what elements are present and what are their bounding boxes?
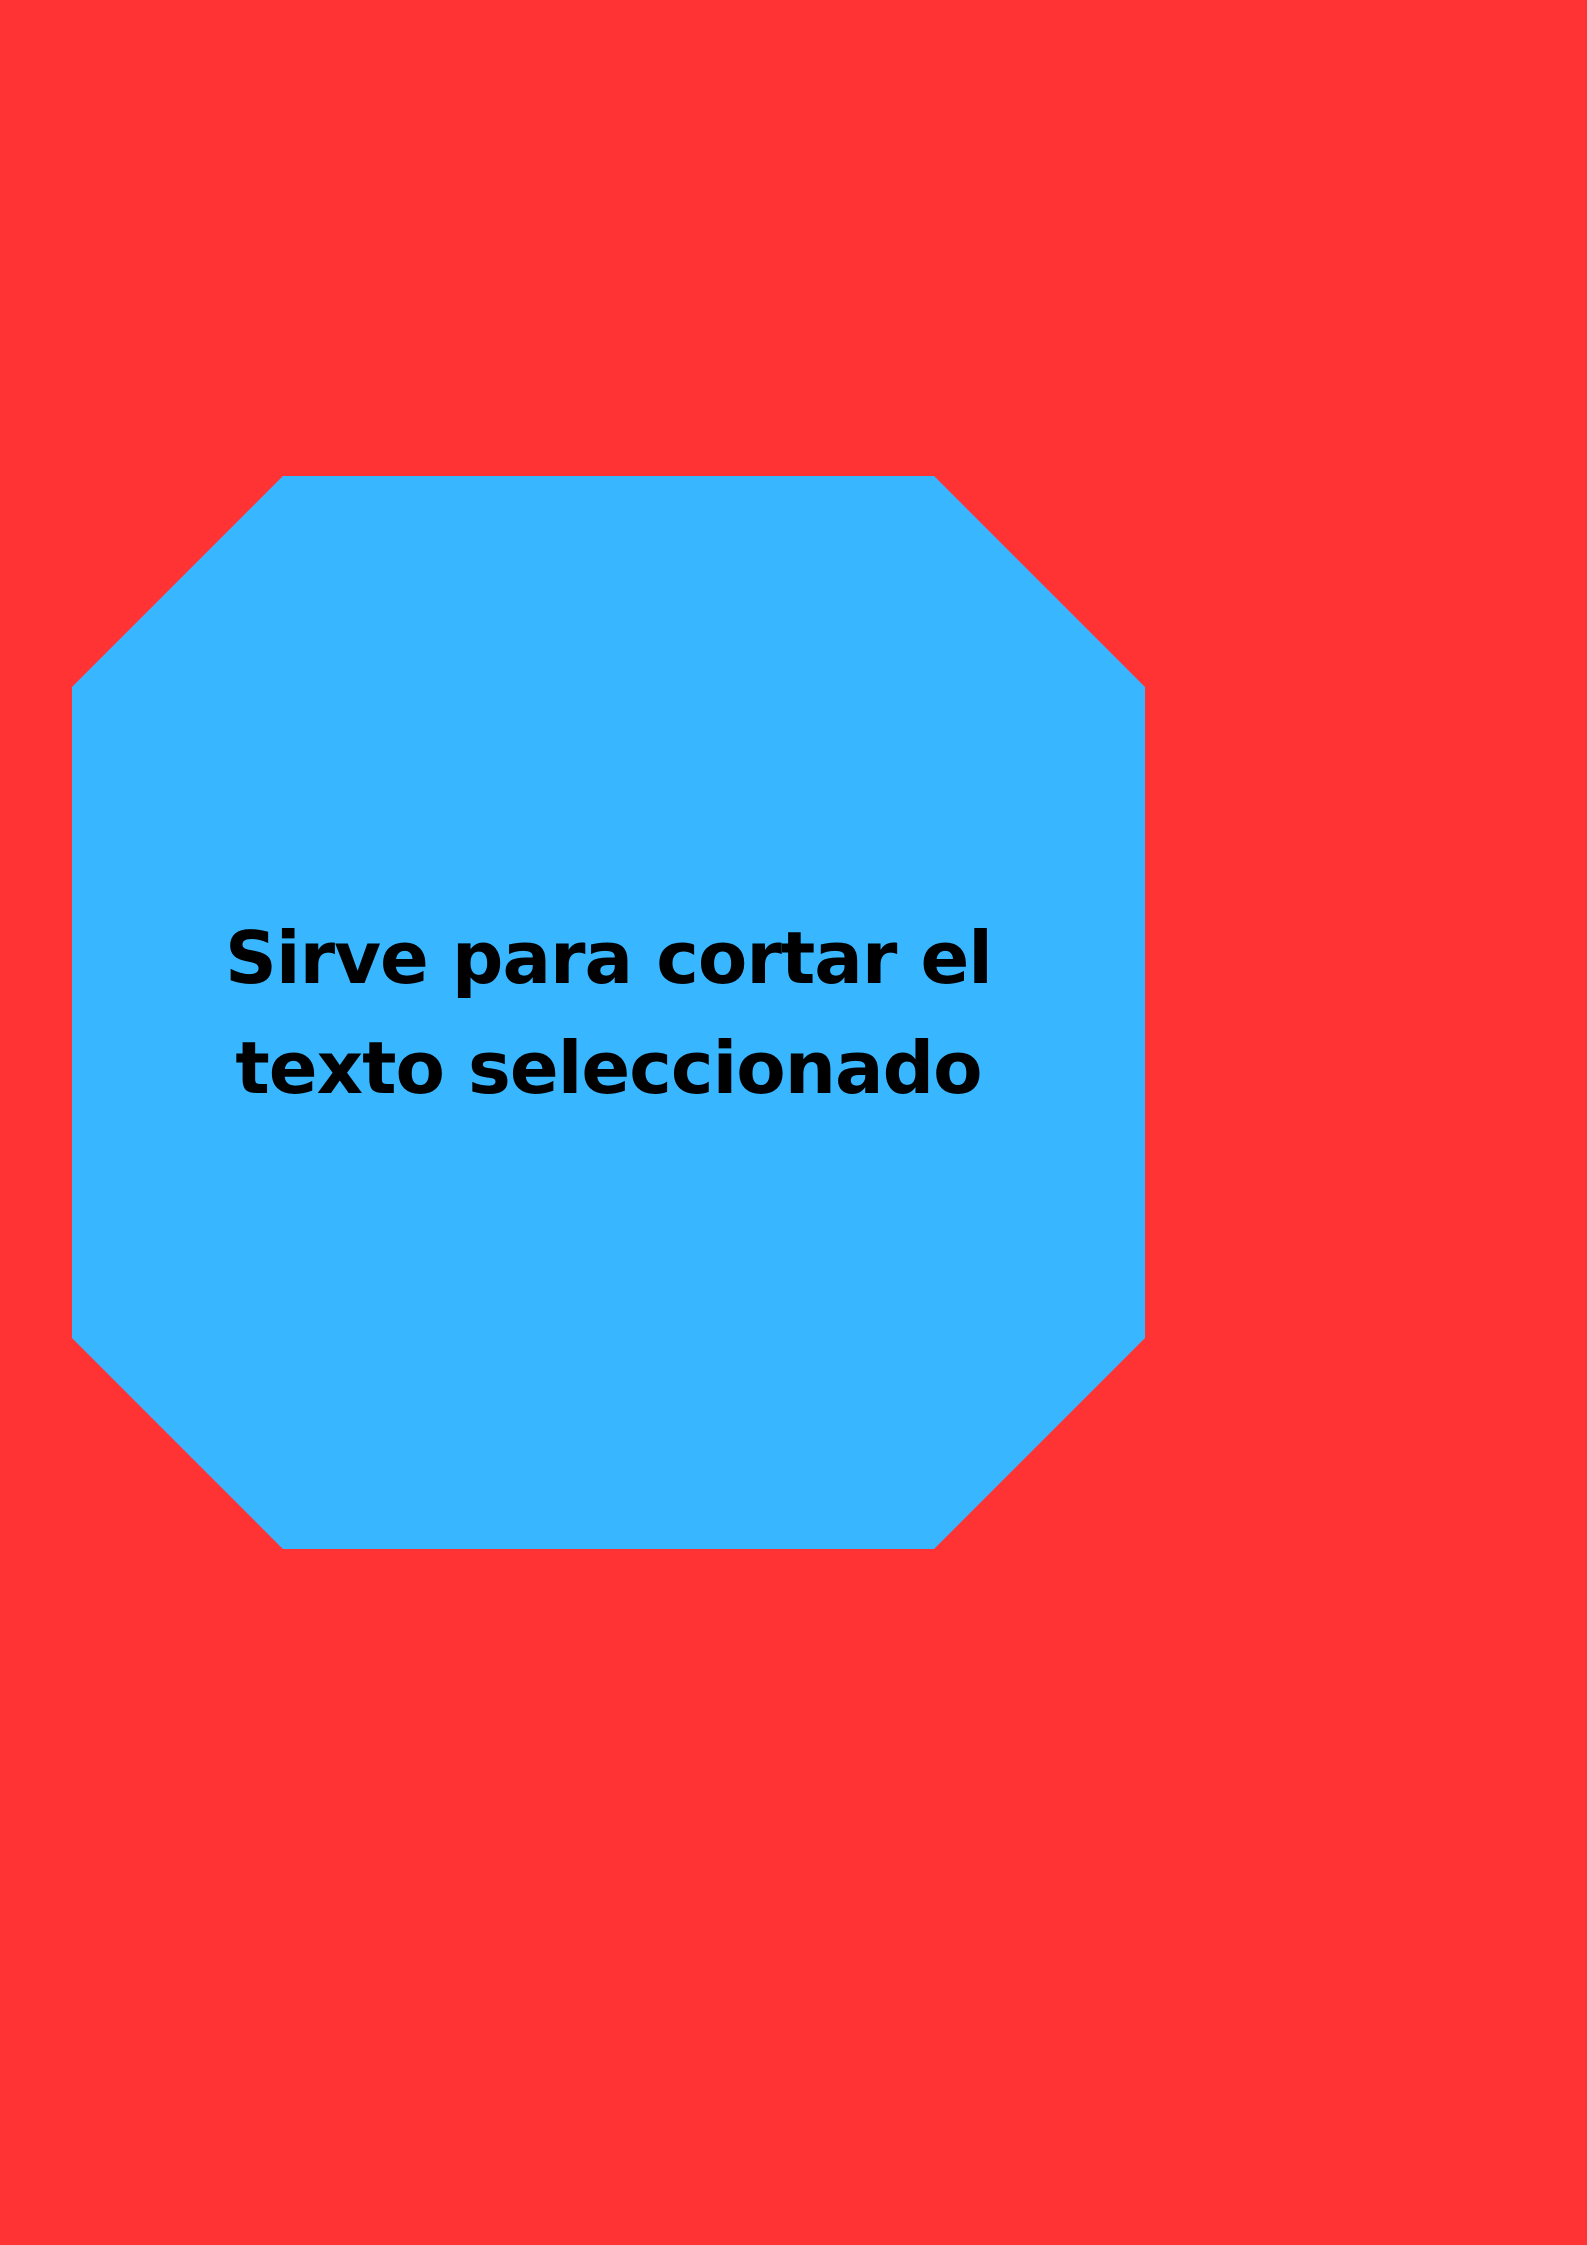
octagon-caption [72, 476, 1145, 1549]
caption-text: Sirve para cortar el texto seleccionado [225, 915, 992, 1110]
